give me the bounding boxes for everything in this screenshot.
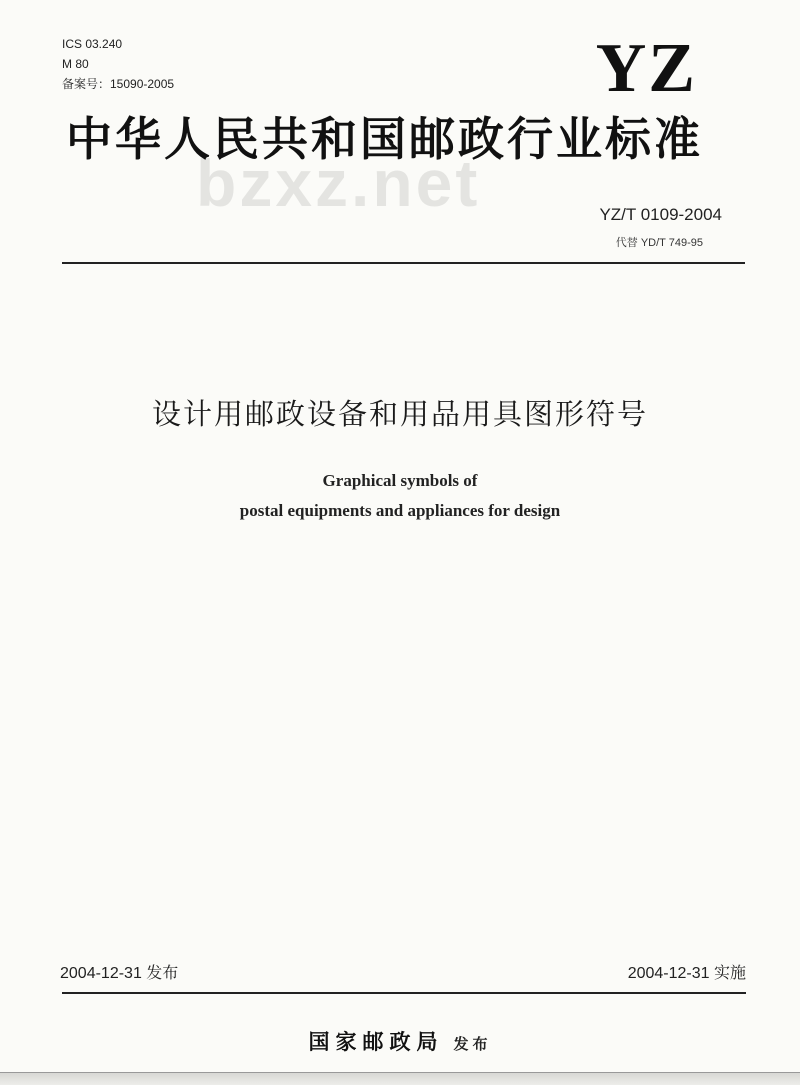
issuer-verb: 发布 — [453, 1035, 492, 1053]
document-title-en-line2: postal equipments and appliances for design — [239, 501, 561, 520]
standard-number: YZ/T 0109-2004 — [599, 205, 722, 224]
document-title-zh: 设计用邮政设备和用品用具图形符号 — [151, 397, 648, 431]
watermark: bzxz.net — [196, 146, 481, 220]
yz-logo: YZ — [595, 30, 697, 107]
ics-code: ICS 03.240 — [62, 37, 123, 51]
publish-date: 2004-12-31 发布 — [60, 965, 179, 982]
implement-date: 2004-12-31 实施 — [627, 965, 746, 982]
issuing-authority: 国家邮政局 — [308, 1030, 444, 1054]
page-edge — [0, 1072, 800, 1085]
bottom-divider — [62, 992, 746, 994]
replaces-standard: 代替 YD/T 749-95 — [615, 237, 703, 249]
classification-code: M 80 — [62, 57, 89, 71]
record-number: 备案号：15090-2005 — [62, 77, 175, 91]
issuer-line — [0, 1032, 800, 1053]
document-title-en-line1: Graphical symbols of — [322, 471, 478, 490]
top-divider — [62, 262, 745, 264]
standard-category-title: 中华人民共和国邮政行业标准 — [66, 112, 703, 166]
